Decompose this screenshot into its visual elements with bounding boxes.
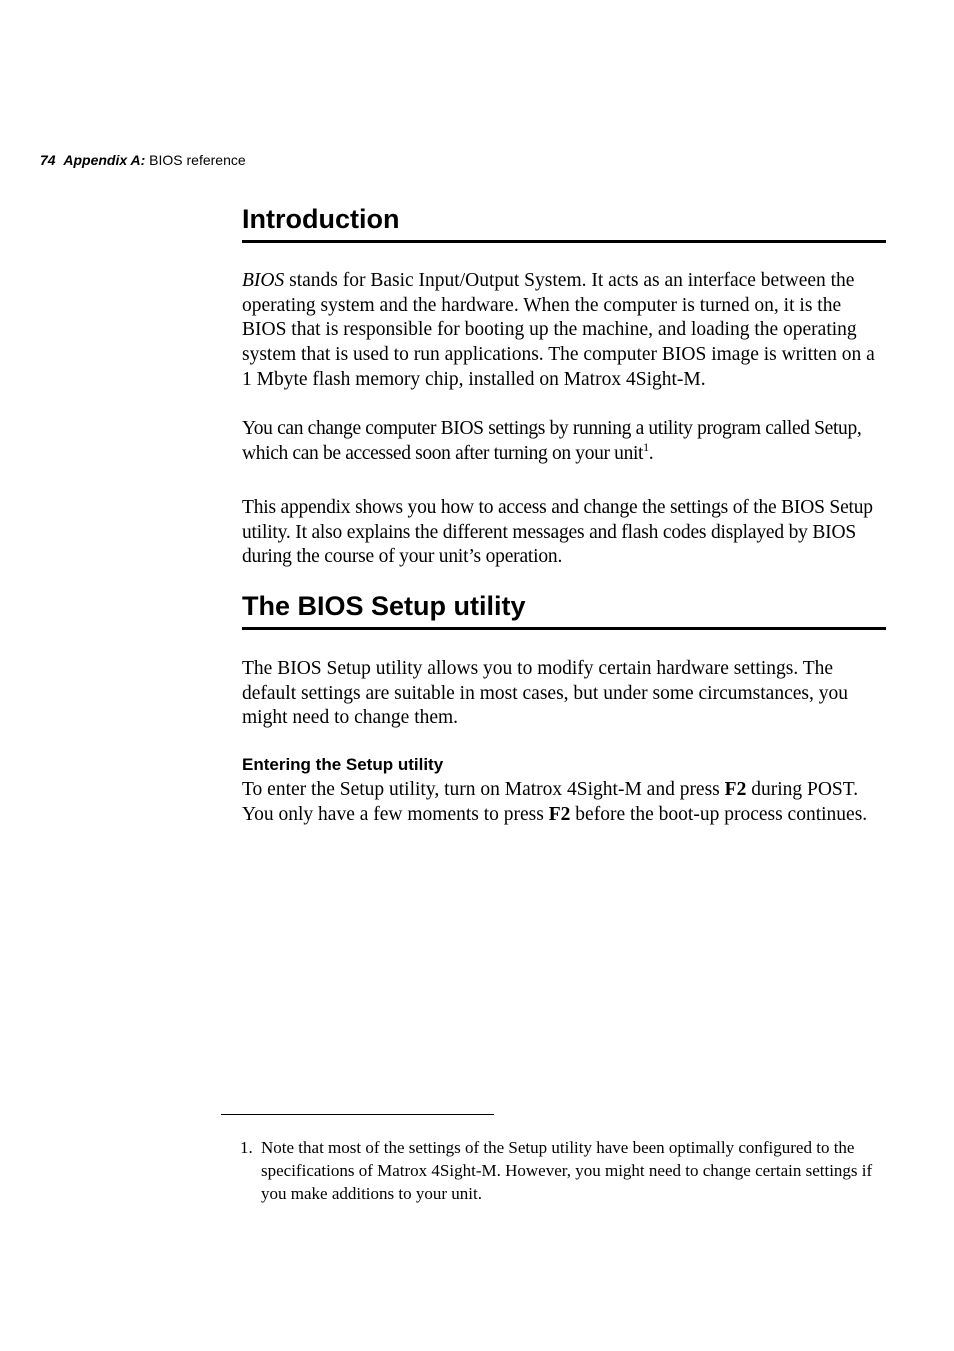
footnote	[240, 1136, 880, 1205]
chapter-label: Appendix A:	[63, 152, 146, 168]
entering-p-c: before the boot-up process continues.	[570, 803, 868, 825]
entering-setup-subsection	[242, 754, 886, 776]
entering-p-b: during POST. You only have a few moments to press	[242, 779, 859, 825]
footnote-reference: 1	[643, 439, 649, 454]
chapter-topic: BIOS reference	[149, 152, 246, 168]
footnote-number: 1.	[240, 1138, 253, 1157]
bios-term: BIOS	[242, 270, 285, 291]
intro-p1-text: stands for Basic Input/Output System. It acts as an interface between the operating system and the hardware. When the computer is turned on, it is the BIOS that is responsible for booting up the machine, and loading the operating system that is used to run applications. The computer BIOS image is written on a 1 Mbyte flash memory chip, installed on Matrox 4Sight-M.	[242, 270, 875, 390]
f2-key-2: F2	[548, 803, 571, 825]
footnote-divider	[221, 1114, 494, 1115]
introduction-paragraph-1	[242, 269, 886, 393]
entering-setup-subheading: Entering the Setup utility	[242, 755, 444, 774]
introduction-heading: Introduction	[242, 203, 886, 243]
introduction-paragraph-3	[242, 496, 886, 570]
bios-setup-heading: The BIOS Setup utility	[242, 590, 886, 630]
bios-setup-section	[242, 590, 886, 630]
entering-setup-paragraph	[242, 778, 886, 827]
bios-setup-paragraph-1	[242, 657, 886, 731]
intro-p2-text: You can change computer BIOS settings by running a utility program called Setup, which can be accessed soon after turning on your unit	[242, 418, 862, 464]
footnote-text: Note that most of the settings of the Setup utility have been optimally configured to the specifications of Matrox 4Sight-M. However, you might need to change certain settings if you make additions to your unit.	[261, 1138, 873, 1203]
entering-p-a: To enter the Setup utility, turn on Matrox 4Sight-M and press	[242, 779, 725, 800]
bios-setup-p1-text: The BIOS Setup utility allows you to modify certain hardware settings. The default settings are suitable in most cases, but under some circumstances, you might need to change them.	[242, 658, 848, 729]
introduction-paragraph-2	[242, 417, 886, 466]
f2-key-1: F2	[724, 779, 747, 800]
intro-p3-text: This appendix shows you how to access and change the settings of the BIOS Setup utility. It also explains the different messages and flash codes displayed by BIOS during the course of your unit’s operation.	[242, 497, 873, 568]
intro-p2-end: .	[648, 442, 654, 464]
introduction-section	[242, 203, 886, 243]
page-number: 74	[40, 152, 56, 168]
running-header	[40, 151, 246, 169]
